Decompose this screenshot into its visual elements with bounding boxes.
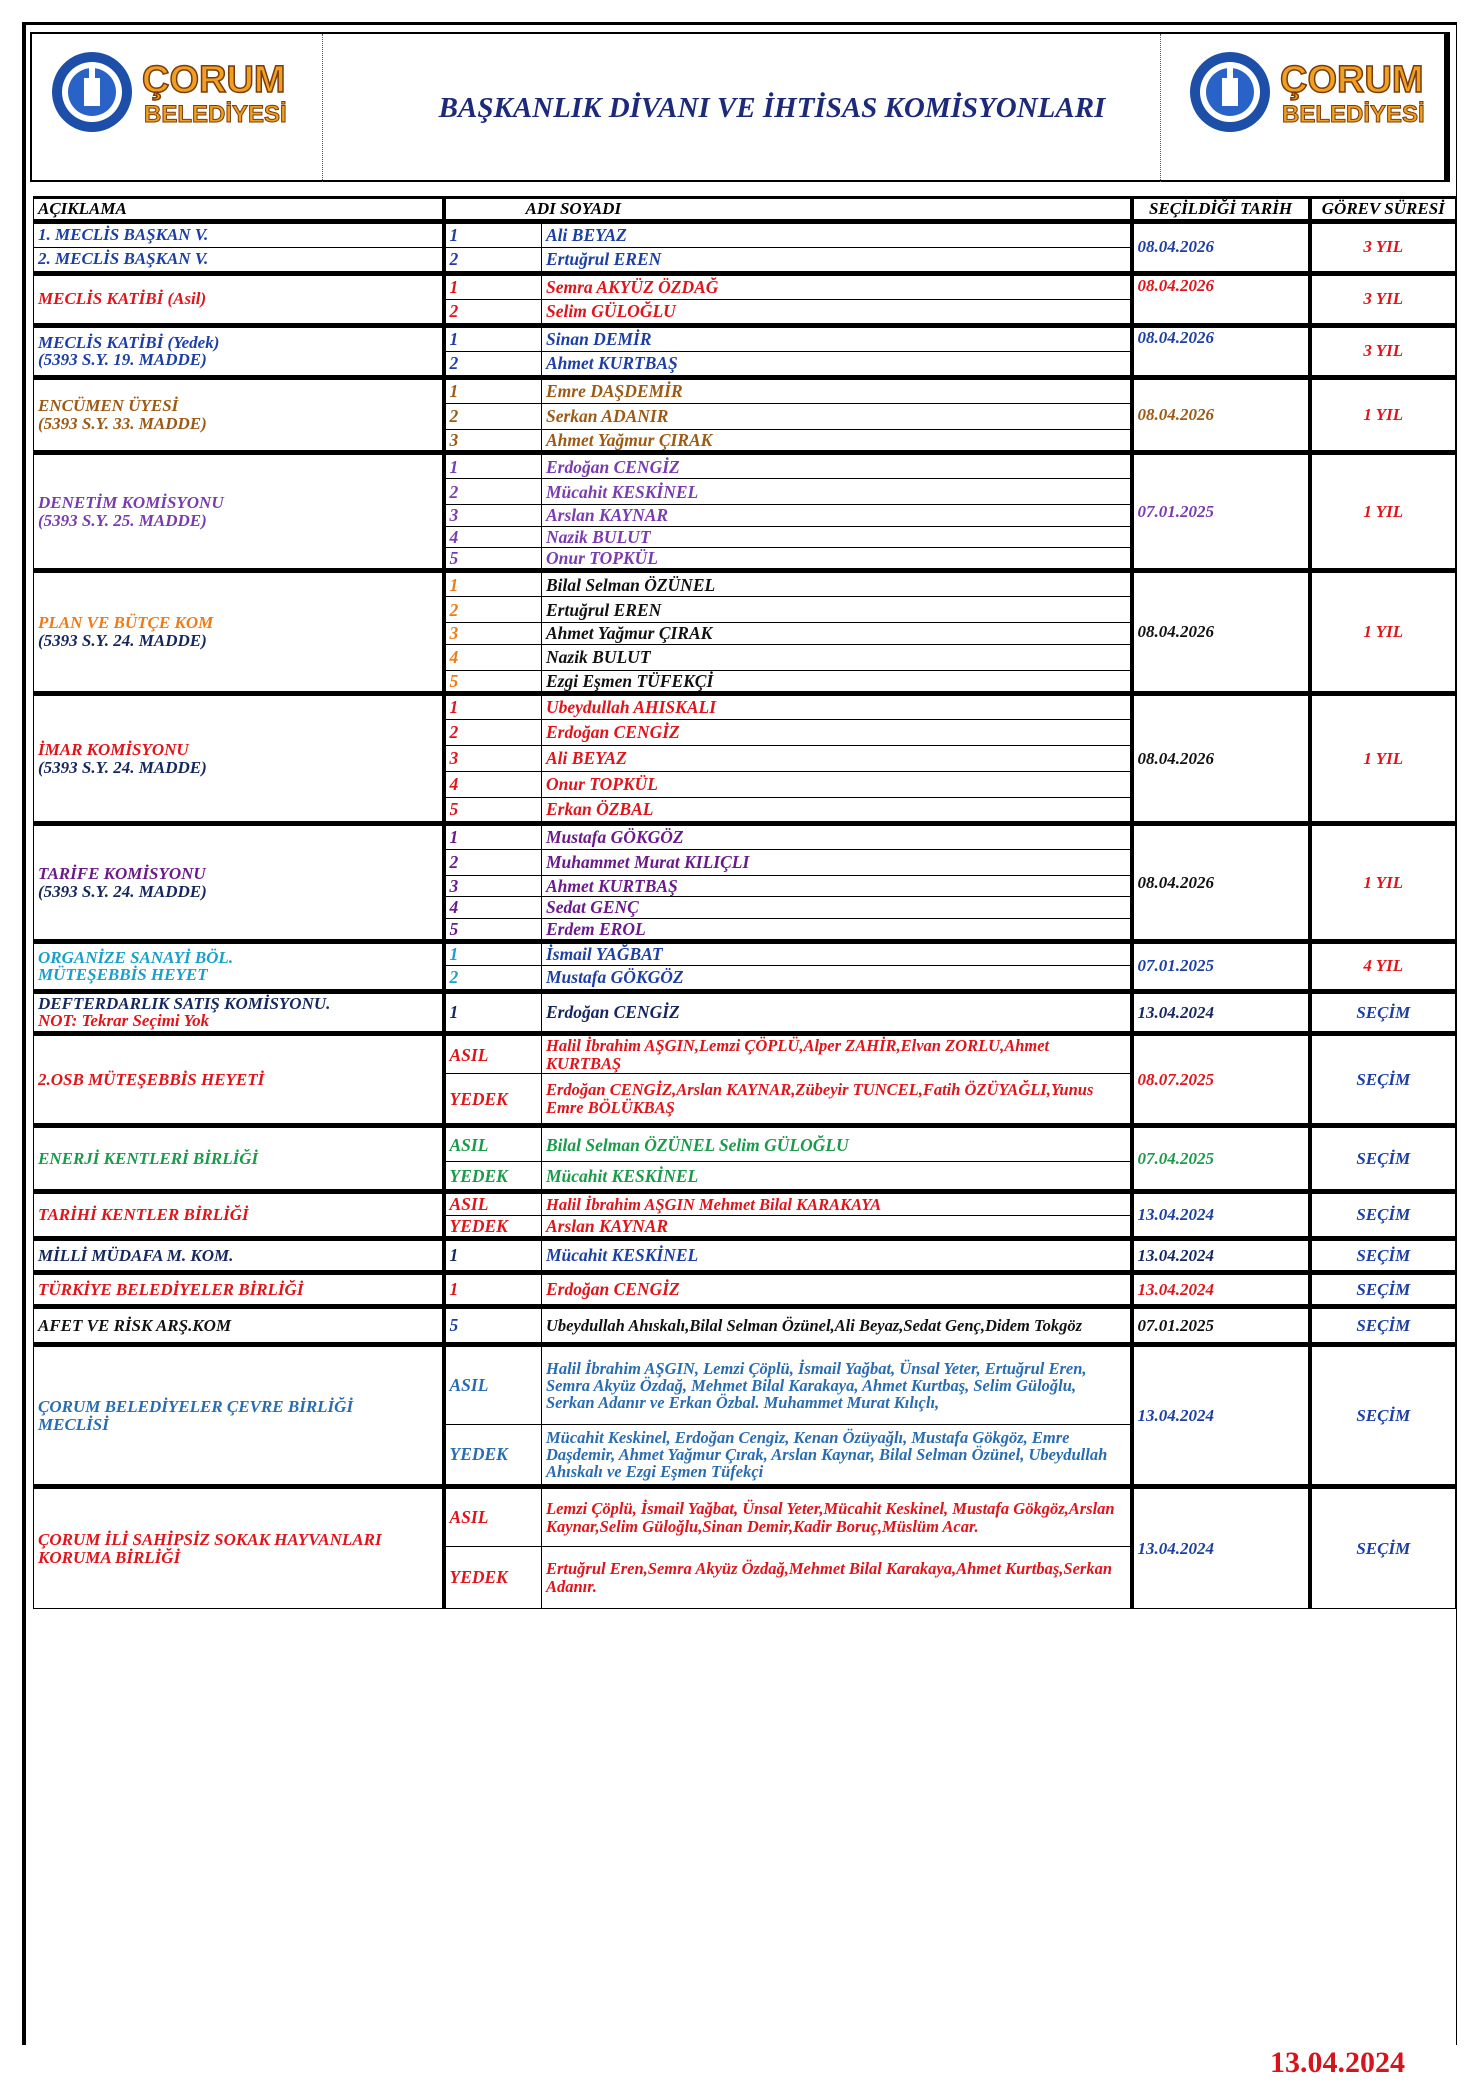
member-name: Bilal Selman ÖZÜNEL <box>542 571 1132 597</box>
description-line: TARİFE KOMİSYONU <box>38 863 206 883</box>
committee-description <box>34 325 444 377</box>
member-index: ASIL <box>444 1126 542 1162</box>
member-index: 1 <box>444 273 542 299</box>
committee-description <box>34 1273 444 1307</box>
member-index: YEDEK <box>444 1547 542 1609</box>
member-index: 2 <box>444 403 542 429</box>
table-row <box>34 1273 1456 1307</box>
table-row <box>34 453 1456 479</box>
member-name: Erdoğan CENGİZ,Arslan KAYNAR,Zübeyir TUNCEL,Fatih ÖZÜYAĞLI,Yunus Emre BÖLÜKBAŞ <box>542 1074 1132 1126</box>
election-date: 08.04.2026 <box>1132 273 1310 325</box>
committee-description <box>34 1345 444 1487</box>
committee-description <box>34 1239 444 1273</box>
member-name: Mücahit KESKİNEL <box>542 1162 1132 1192</box>
election-date: 13.04.2024 <box>1132 1273 1310 1307</box>
member-index: 2 <box>444 351 542 377</box>
term-duration: 3 YIL <box>1310 221 1456 273</box>
description-line: KORUMA BİRLİĞİ <box>38 1547 181 1567</box>
committee-description <box>34 1307 444 1345</box>
member-name: Erdem EROL <box>542 918 1132 941</box>
member-index: 5 <box>444 918 542 941</box>
member-name: Ertuğrul EREN <box>542 597 1132 623</box>
member-index: 3 <box>444 429 542 452</box>
election-date: 08.04.2026 <box>1132 571 1310 694</box>
member-name: Selim GÜLOĞLU <box>542 299 1132 325</box>
election-date: 07.01.2025 <box>1132 453 1310 571</box>
election-date: 13.04.2024 <box>1132 1345 1310 1487</box>
term-duration: SEÇİM <box>1310 1034 1456 1126</box>
term-duration: SEÇİM <box>1310 1273 1456 1307</box>
member-index: 1 <box>444 377 542 403</box>
description-line: TARİHİ KENTLER BİRLİĞİ <box>38 1205 249 1225</box>
term-duration: SEÇİM <box>1310 1239 1456 1273</box>
member-index: 4 <box>444 526 542 547</box>
member-index: 1 <box>444 325 542 351</box>
member-index: 1 <box>444 824 542 850</box>
svg-text:BELEDİYESİ: BELEDİYESİ <box>1282 101 1425 128</box>
committee-description <box>34 247 444 273</box>
committee-description <box>34 1487 444 1609</box>
term-duration: SEÇİM <box>1310 1307 1456 1345</box>
description-line: MECLİSİ <box>38 1414 109 1434</box>
member-name: Mustafa GÖKGÖZ <box>542 965 1132 991</box>
member-index: 5 <box>444 1307 542 1345</box>
committee-description <box>34 1126 444 1192</box>
member-name: Ali BEYAZ <box>542 746 1132 772</box>
member-name: Mücahit KESKİNEL <box>542 479 1132 505</box>
election-date: 13.04.2024 <box>1132 1239 1310 1273</box>
table-row <box>34 694 1456 720</box>
description-line: ÇORUM BELEDİYELER ÇEVRE BİRLİĞİ <box>38 1396 354 1416</box>
description-line: 1. MECLİS BAŞKAN V. <box>38 225 209 245</box>
election-date: 08.04.2026 <box>1132 824 1310 942</box>
member-name: Muhammet Murat KILIÇLI <box>542 850 1132 876</box>
member-name: Mustafa GÖKGÖZ <box>542 824 1132 850</box>
term-duration: 4 YIL <box>1310 942 1456 991</box>
corum-logo-left <box>44 42 294 142</box>
member-name: Ahmet Yağmur ÇIRAK <box>542 429 1132 452</box>
term-duration: 3 YIL <box>1310 273 1456 325</box>
member-name: Mücahit Keskinel, Erdoğan Cengiz, Kenan Özüyağlı, Mustafa Gökgöz, Emre Daşdemir, Ahmet Yağmur Çırak, Arslan Kaynar, Bilal Selman Özünel, Ubeydullah Ahıskalı ve Ezgi Eşmen Tüfekçi <box>542 1425 1132 1487</box>
member-index: 1 <box>444 221 542 247</box>
svg-text:ÇORUM: ÇORUM <box>1280 59 1424 101</box>
description-line: (5393 S.Y. 24. MADDE) <box>38 631 207 651</box>
member-index: 1 <box>444 1273 542 1307</box>
description-line: (5393 S.Y. 25. MADDE) <box>38 510 207 530</box>
member-index: 4 <box>444 644 542 670</box>
col-duration: GÖREV SÜRESİ <box>1310 198 1456 222</box>
member-index: 4 <box>444 897 542 918</box>
table-row <box>34 221 1456 247</box>
member-index: 1 <box>444 942 542 965</box>
table-row <box>34 1239 1456 1273</box>
member-name: Onur TOPKÜL <box>542 772 1132 798</box>
table-row <box>34 1487 1456 1547</box>
election-date: 13.04.2024 <box>1132 1487 1310 1609</box>
committee-table <box>33 196 1456 1609</box>
table-row <box>34 377 1456 403</box>
member-index: YEDEK <box>444 1425 542 1487</box>
term-duration: 1 YIL <box>1310 377 1456 452</box>
election-date: 08.04.2026 <box>1132 221 1310 273</box>
description-line: DENETİM KOMİSYONU <box>38 492 224 512</box>
member-index: 2 <box>444 247 542 273</box>
member-name: Sedat GENÇ <box>542 897 1132 918</box>
member-index: YEDEK <box>444 1215 542 1238</box>
col-description: AÇIKLAMA <box>34 198 444 222</box>
member-index: 2 <box>444 850 542 876</box>
member-index: YEDEK <box>444 1074 542 1126</box>
committee-description <box>34 991 444 1034</box>
member-name: Halil İbrahim AŞGIN,Lemzi ÇÖPLÜ,Alper ZAHİR,Elvan ZORLU,Ahmet KURTBAŞ <box>542 1034 1132 1074</box>
col-date: SEÇİLDİĞİ TARİH <box>1132 198 1310 222</box>
committee-description <box>34 273 444 325</box>
member-name: Erdoğan CENGİZ <box>542 1273 1132 1307</box>
description-line: (5393 S.Y. 33. MADDE) <box>38 414 207 434</box>
table-row <box>34 571 1456 597</box>
description-line: ENERJİ KENTLERİ BİRLİĞİ <box>38 1148 259 1168</box>
election-date: 07.01.2025 <box>1132 942 1310 991</box>
member-name: Lemzi Çöplü, İsmail Yağbat, Ünsal Yeter,Mücahit Keskinel, Mustafa Gökgöz,Arslan Kaynar,Selim Güloğlu,Sinan Demir,Kadir Boruç,Müslüm Acar. <box>542 1487 1132 1547</box>
document-header <box>30 32 1450 182</box>
description-line: NOT: Tekrar Seçimi Yok <box>38 1011 210 1031</box>
election-date: 08.04.2026 <box>1132 694 1310 824</box>
description-line: (5393 S.Y. 24. MADDE) <box>38 881 207 901</box>
member-name: Ahmet KURTBAŞ <box>542 351 1132 377</box>
corum-logo-right <box>1182 42 1432 142</box>
member-index: 5 <box>444 670 542 693</box>
member-index: 2 <box>444 479 542 505</box>
svg-text:ÇORUM: ÇORUM <box>142 59 286 101</box>
description-line: PLAN VE BÜTÇE KOM <box>38 613 214 633</box>
description-line: ENCÜMEN ÜYESİ <box>38 396 179 416</box>
term-duration: 1 YIL <box>1310 453 1456 571</box>
committee-description <box>34 942 444 991</box>
col-name: ADI SOYADI <box>444 198 1132 222</box>
member-name: Ertuğrul EREN <box>542 247 1132 273</box>
member-name: Bilal Selman ÖZÜNEL Selim GÜLOĞLU <box>542 1126 1132 1162</box>
description-line: (5393 S.Y. 24. MADDE) <box>38 757 207 777</box>
member-index: 1 <box>444 453 542 479</box>
member-name: Ezgi Eşmen TÜFEKÇİ <box>542 670 1132 693</box>
election-date: 08.04.2026 <box>1132 377 1310 452</box>
member-name: Halil İbrahim AŞGIN Mehmet Bilal KARAKAYA <box>542 1192 1132 1215</box>
member-name: Erdoğan CENGİZ <box>542 991 1132 1034</box>
table-row <box>34 1307 1456 1345</box>
member-index: 4 <box>444 772 542 798</box>
member-index: 1 <box>444 571 542 597</box>
member-index: ASIL <box>444 1487 542 1547</box>
member-name: Serkan ADANIR <box>542 403 1132 429</box>
description-line: MİLLİ MÜDAFA M. KOM. <box>38 1245 234 1265</box>
member-name: Ubeydullah Ahıskalı,Bilal Selman Özünel,Ali Beyaz,Sedat Genç,Didem Tokgöz <box>542 1307 1132 1345</box>
table-header-row <box>34 198 1456 222</box>
member-index: ASIL <box>444 1034 542 1074</box>
member-index: 3 <box>444 746 542 772</box>
table-row <box>34 824 1456 850</box>
member-index: 2 <box>444 299 542 325</box>
member-name: Arslan KAYNAR <box>542 1215 1132 1238</box>
member-index: 1 <box>444 991 542 1034</box>
committee-description <box>34 221 444 247</box>
member-index: 1 <box>444 694 542 720</box>
member-index: 2 <box>444 965 542 991</box>
member-name: Semra AKYÜZ ÖZDAĞ <box>542 273 1132 299</box>
committee-description <box>34 453 444 571</box>
description-line: İMAR KOMİSYONU <box>38 739 189 759</box>
footer-date: 13.04.2024 <box>1270 2046 1405 2079</box>
committee-description <box>34 694 444 824</box>
description-line: ÇORUM İLİ SAHİPSİZ SOKAK HAYVANLARI <box>38 1529 382 1549</box>
description-line: 2. MECLİS BAŞKAN V. <box>38 249 209 269</box>
member-name: Nazik BULUT <box>542 526 1132 547</box>
member-index: 1 <box>444 1239 542 1273</box>
description-line: MÜTEŞEBBİS HEYET <box>38 965 208 985</box>
election-date: 08.04.2026 <box>1132 325 1310 377</box>
term-duration: SEÇİM <box>1310 991 1456 1034</box>
table-row <box>34 1034 1456 1074</box>
member-index: 5 <box>444 798 542 824</box>
member-index: ASIL <box>444 1192 542 1215</box>
table-row <box>34 1345 1456 1425</box>
description-line: MECLİS KATİBİ (Yedek) <box>38 332 220 352</box>
member-index: YEDEK <box>444 1162 542 1192</box>
member-name: Nazik BULUT <box>542 644 1132 670</box>
member-name: Halil İbrahim AŞGIN, Lemzi Çöplü, İsmail Yağbat, Ünsal Yeter, Ertuğrul Eren, Semra Akyüz Özdağ, Mehmet Bilal Karakaya, Ahmet Kurtbaş, Selim Güloğlu, Serkan Adanır ve Erkan Özbal. Muhammet Murat Kılıçlı, <box>542 1345 1132 1425</box>
svg-text:BELEDİYESİ: BELEDİYESİ <box>144 101 287 128</box>
page-title: BAŞKANLIK DİVANI VE İHTİSAS KOMİSYONLARI <box>438 92 1106 124</box>
member-name: Ali BEYAZ <box>542 221 1132 247</box>
member-name: Ahmet KURTBAŞ <box>542 876 1132 897</box>
election-date: 13.04.2024 <box>1132 1192 1310 1239</box>
member-name: Ahmet Yağmur ÇIRAK <box>542 623 1132 644</box>
description-line: AFET VE RİSK ARŞ.KOM <box>38 1315 232 1335</box>
member-name: Erdoğan CENGİZ <box>542 453 1132 479</box>
description-line: 2.OSB MÜTEŞEBBİS HEYETİ <box>38 1069 265 1089</box>
term-duration: SEÇİM <box>1310 1487 1456 1609</box>
committee-description <box>34 824 444 942</box>
member-name: Ubeydullah AHISKALI <box>542 694 1132 720</box>
table-row <box>34 1126 1456 1162</box>
member-index: ASIL <box>444 1345 542 1425</box>
committee-description <box>34 1192 444 1239</box>
term-duration: 1 YIL <box>1310 694 1456 824</box>
table-row <box>34 1192 1456 1215</box>
election-date: 13.04.2024 <box>1132 991 1310 1034</box>
table-row <box>34 273 1456 299</box>
description-line: DEFTERDARLIK SATIŞ KOMİSYONU. <box>38 993 331 1013</box>
member-name: Erkan ÖZBAL <box>542 798 1132 824</box>
member-name: Arslan KAYNAR <box>542 505 1132 526</box>
table-row <box>34 942 1456 965</box>
term-duration: 1 YIL <box>1310 824 1456 942</box>
committee-description <box>34 571 444 694</box>
description-line: (5393 S.Y. 19. MADDE) <box>38 350 207 370</box>
member-index: 3 <box>444 505 542 526</box>
member-name: Ertuğrul Eren,Semra Akyüz Özdağ,Mehmet Bilal Karakaya,Ahmet Kurtbaş,Serkan Adanır. <box>542 1547 1132 1609</box>
member-name: Sinan DEMİR <box>542 325 1132 351</box>
election-date: 07.01.2025 <box>1132 1307 1310 1345</box>
election-date: 08.07.2025 <box>1132 1034 1310 1126</box>
term-duration: 1 YIL <box>1310 571 1456 694</box>
term-duration: 3 YIL <box>1310 325 1456 377</box>
header-divider-left <box>322 34 323 182</box>
description-line: MECLİS KATİBİ (Asil) <box>38 289 207 309</box>
committee-description <box>34 377 444 452</box>
term-duration: SEÇİM <box>1310 1126 1456 1192</box>
election-date: 07.04.2025 <box>1132 1126 1310 1192</box>
committee-description <box>34 1034 444 1126</box>
table-row <box>34 991 1456 1034</box>
term-duration: SEÇİM <box>1310 1192 1456 1239</box>
term-duration: SEÇİM <box>1310 1345 1456 1487</box>
member-index: 3 <box>444 876 542 897</box>
member-index: 2 <box>444 597 542 623</box>
table-row <box>34 325 1456 351</box>
member-index: 3 <box>444 623 542 644</box>
member-name: İsmail YAĞBAT <box>542 942 1132 965</box>
member-name: Mücahit KESKİNEL <box>542 1239 1132 1273</box>
member-index: 5 <box>444 547 542 570</box>
description-line: TÜRKİYE BELEDİYELER BİRLİĞİ <box>38 1279 304 1299</box>
member-name: Onur TOPKÜL <box>542 547 1132 570</box>
description-line: ORGANİZE SANAYİ BÖL. <box>38 947 234 967</box>
member-index: 2 <box>444 720 542 746</box>
member-name: Emre DAŞDEMİR <box>542 377 1132 403</box>
member-name: Erdoğan CENGİZ <box>542 720 1132 746</box>
